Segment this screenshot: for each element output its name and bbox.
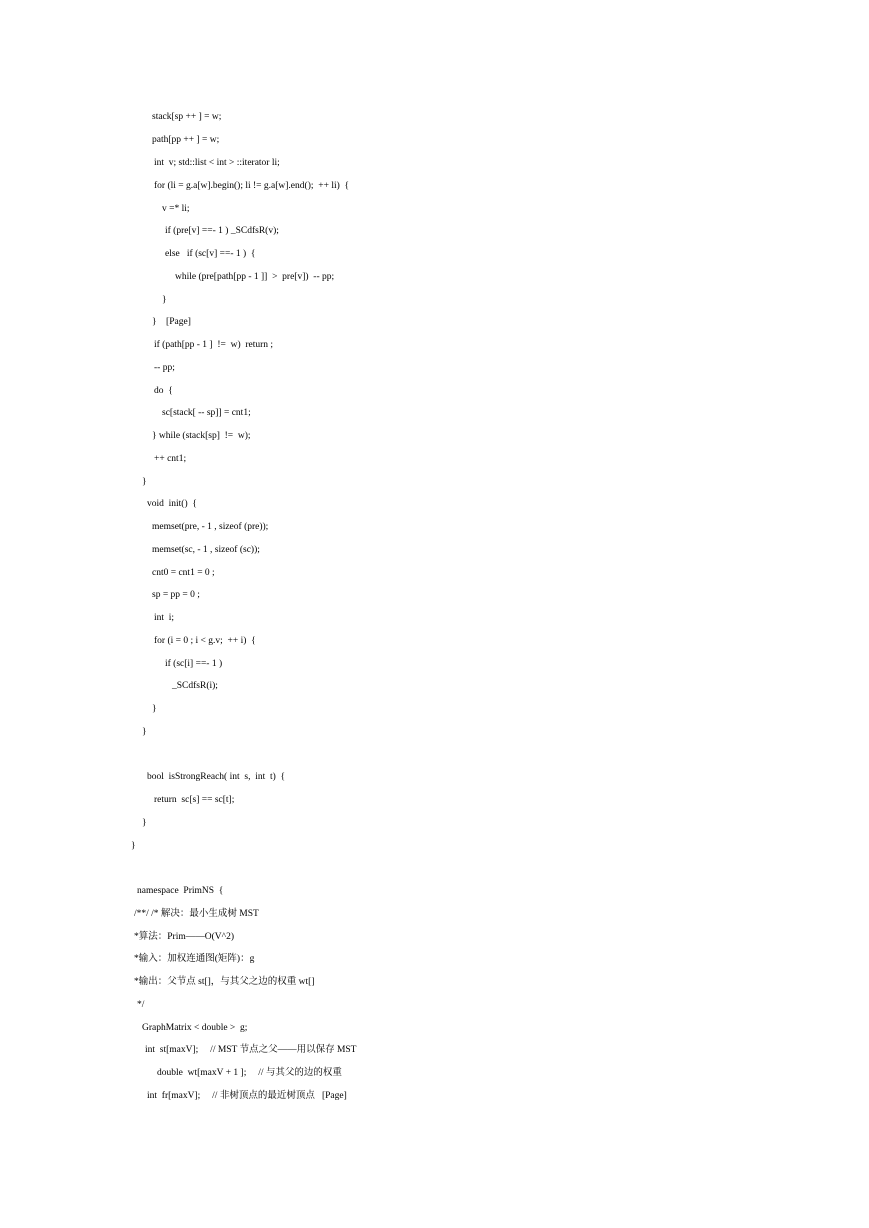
code-comment-line: *算法：Prim——O(V^2): [134, 932, 234, 942]
code-line: } while (stack[sp] != w);: [152, 431, 251, 441]
code-line: cnt0 = cnt1 = 0 ;: [152, 568, 215, 578]
code-line: sp = pp = 0 ;: [152, 590, 200, 600]
code-line: for (li = g.a[w].begin(); li != g.a[w].end(); ++ li) {: [154, 181, 350, 191]
code-comment-line: *输入：加权连通图(矩阵)：g: [134, 954, 255, 964]
code-line: }: [142, 477, 147, 487]
code-line: else if (sc[v] ==- 1 ) {: [165, 249, 256, 259]
code-comment-line: /**/ /* 解决：最小生成树 MST: [134, 909, 259, 919]
code-line: }: [162, 295, 167, 305]
code-line: void init() {: [147, 499, 197, 509]
code-line: if (sc[i] ==- 1 ): [165, 659, 223, 669]
code-line: int fr[maxV]; // 非树顶点的最近树顶点 [Page]: [147, 1091, 347, 1101]
code-line: path[pp ++ ] = w;: [152, 135, 220, 145]
code-line: double wt[maxV + 1 ]; // 与其父的边的权重: [157, 1068, 342, 1078]
code-line: int st[maxV]; // MST 节点之父——用以保存 MST: [145, 1045, 357, 1055]
code-line: namespace PrimNS {: [137, 886, 224, 896]
code-line: stack[sp ++ ] = w;: [152, 112, 222, 122]
code-line: bool isStrongReach( int s, int t) {: [147, 772, 286, 782]
code-comment-line: */: [137, 1000, 145, 1010]
code-line: }: [142, 818, 147, 828]
code-line: while (pre[path[pp - 1 ]] > pre[v]) -- pp;: [175, 272, 335, 282]
code-line: int v; std::list < int > ::iterator li;: [154, 158, 280, 168]
code-line: } [Page]: [152, 317, 191, 327]
code-line: memset(sc, - 1 , sizeof (sc));: [152, 545, 260, 555]
code-line: return sc[s] == sc[t];: [154, 795, 235, 805]
code-line: do {: [154, 386, 173, 396]
code-line: v =* li;: [162, 204, 190, 214]
code-line: memset(pre, - 1 , sizeof (pre));: [152, 522, 269, 532]
code-comment-line: *输出：父节点 st[]，与其父之边的权重 wt[]: [134, 977, 315, 987]
code-line: for (i = 0 ; i < g.v; ++ i) {: [154, 636, 256, 646]
code-line: if (pre[v] ==- 1 ) _SCdfsR(v);: [165, 226, 279, 236]
code-line: }: [152, 704, 157, 714]
code-line: if (path[pp - 1 ] != w) return ;: [154, 340, 274, 350]
code-line: }: [142, 727, 147, 737]
code-line: int i;: [154, 613, 175, 623]
code-line: }: [131, 841, 136, 851]
code-line: -- pp;: [154, 363, 175, 373]
code-line: ++ cnt1;: [154, 454, 187, 464]
code-line: GraphMatrix < double > g;: [142, 1023, 248, 1033]
code-line: sc[stack[ -- sp]] = cnt1;: [162, 408, 251, 418]
code-line: _SCdfsR(i);: [172, 681, 218, 691]
